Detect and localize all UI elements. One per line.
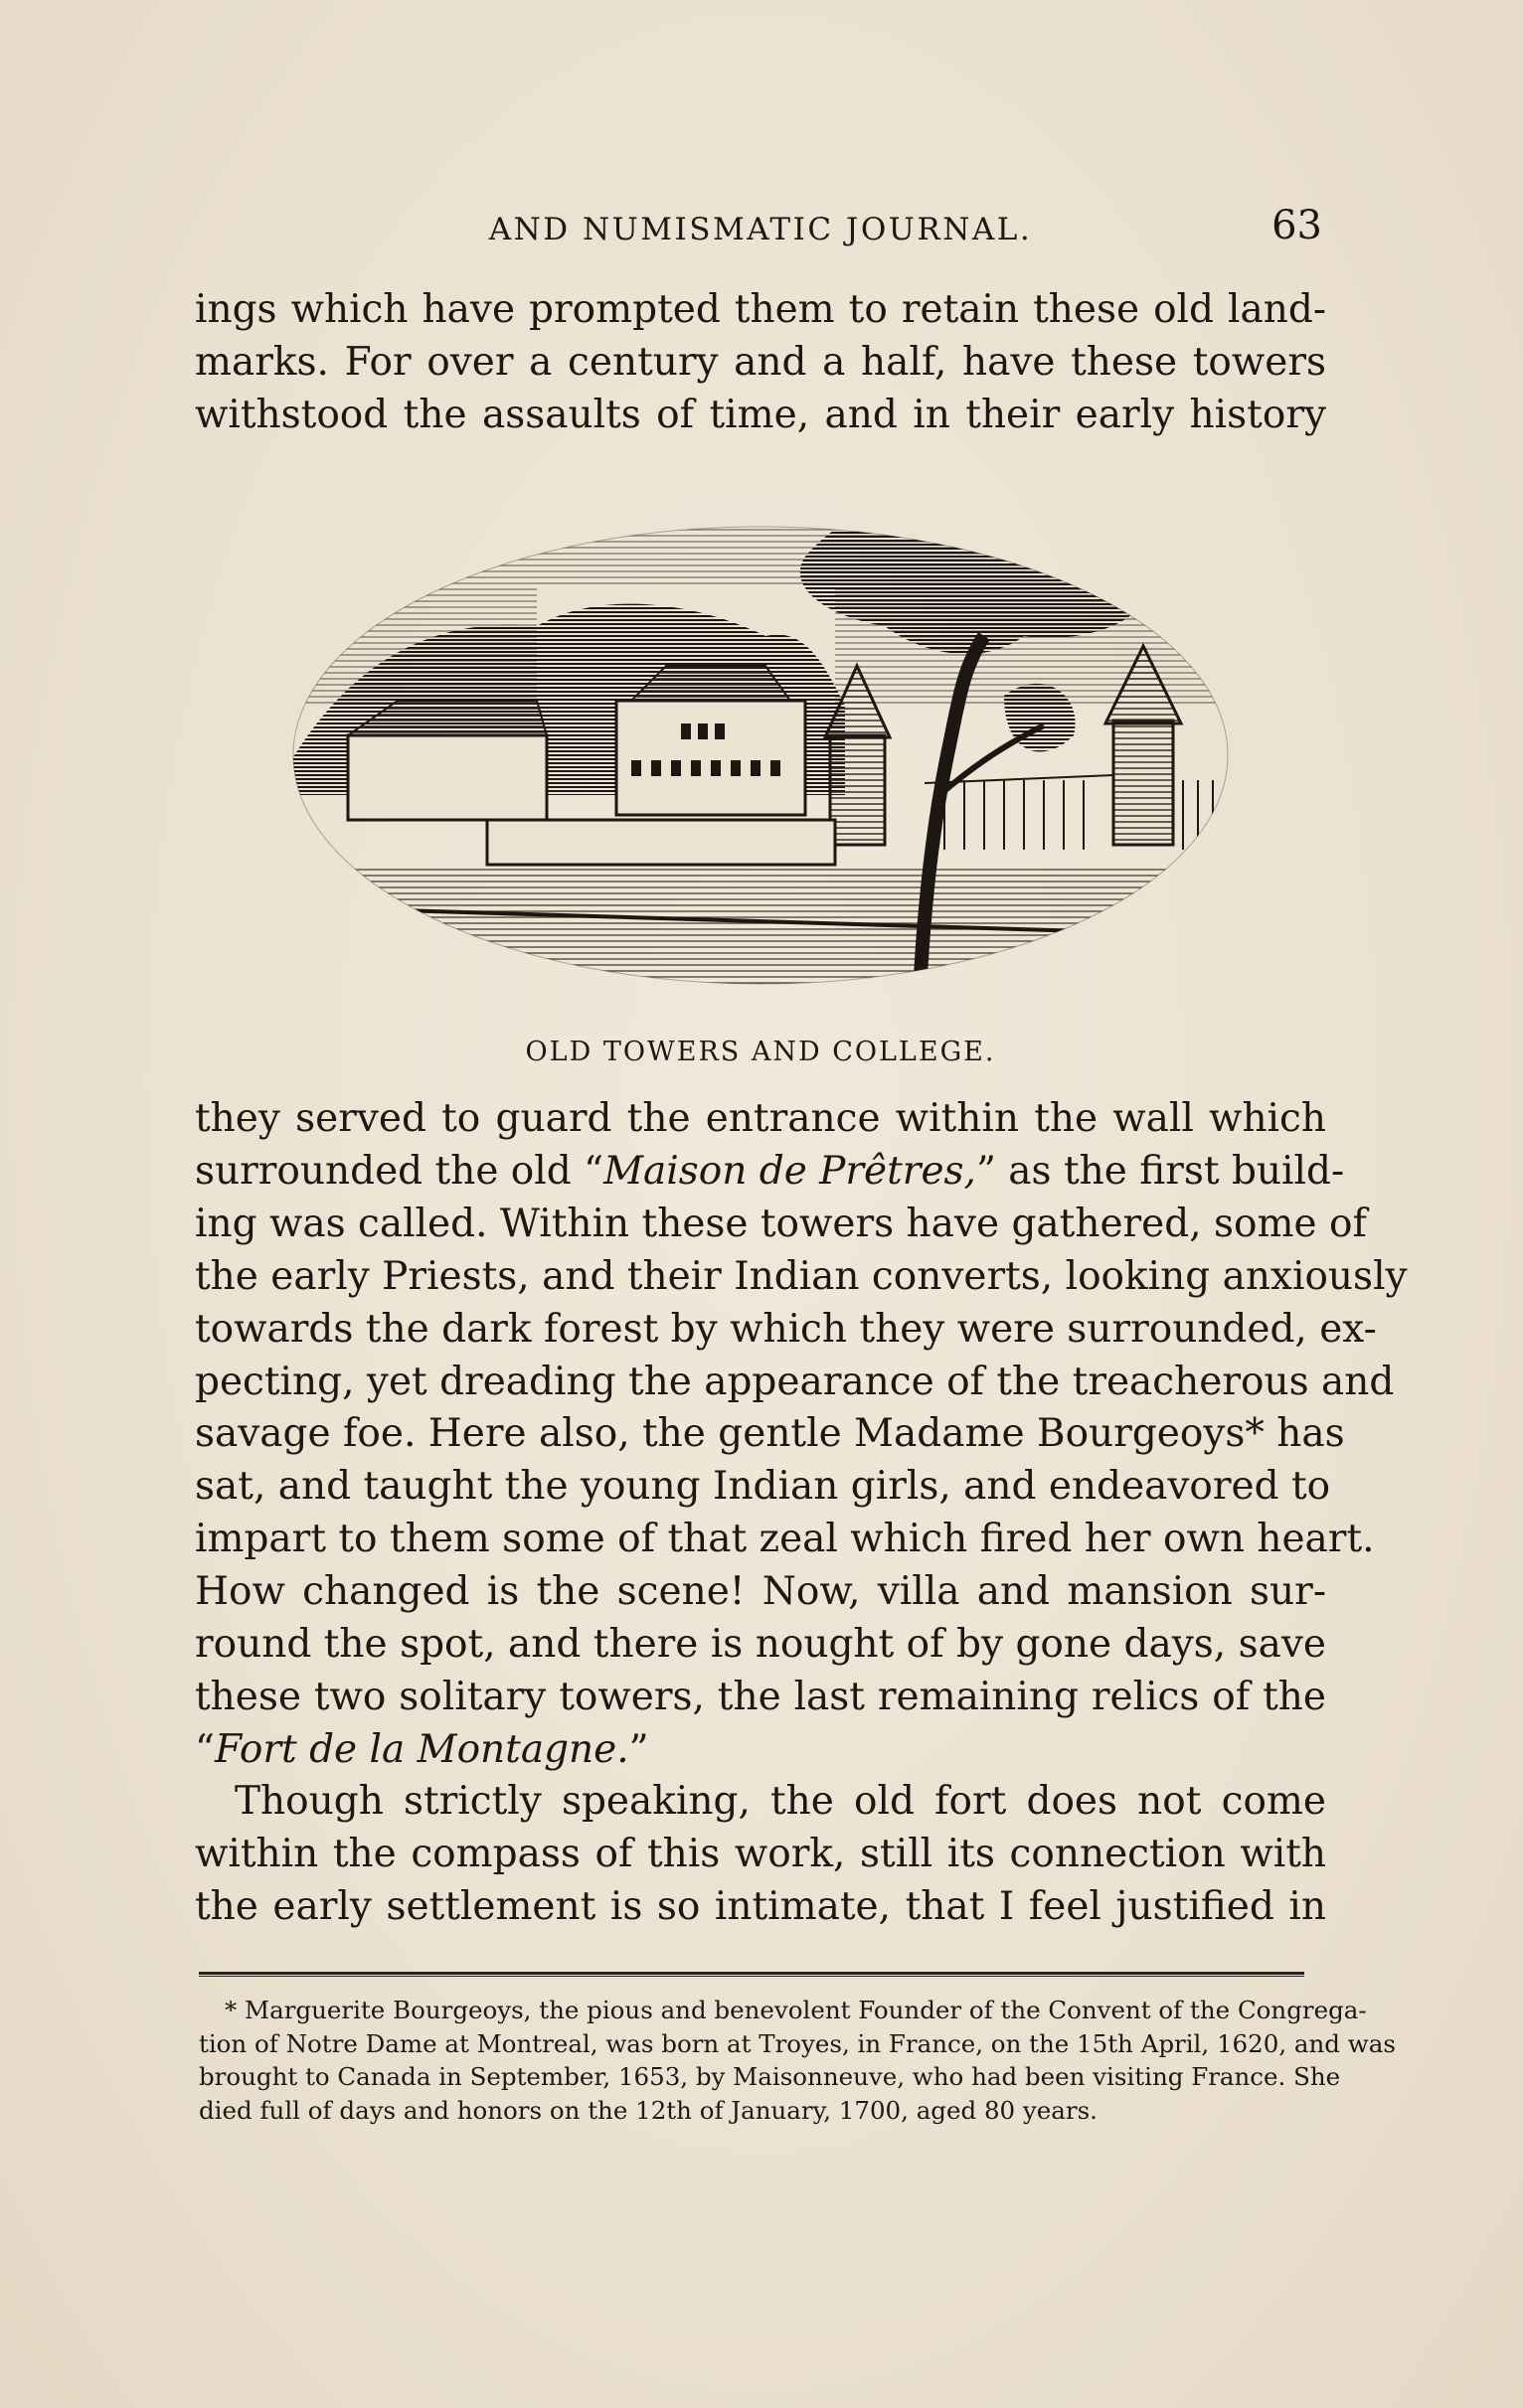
- text-line: marks. For over a century and a half, have these towers: [195, 339, 1326, 385]
- text-line: the early settlement is so intimate, that I feel justified in: [195, 1883, 1326, 1929]
- footnote-divider: [199, 1972, 1304, 1977]
- text-line: [195, 1724, 1326, 1777]
- footnote-line: * Marguerite Bourgeoys, the pious and benevolent Founder of the Convent of the Congrega-: [225, 1996, 1367, 2024]
- italic-title-maison-de-pretres: Maison de Prêtres,: [603, 1148, 976, 1194]
- footnote-line: tion of Notre Dame at Montreal, was born at Troyes, in France, on the 15th April, 1620, and was: [199, 2028, 1396, 2058]
- engraving-old-towers-and-college-icon: [288, 467, 1233, 1019]
- footnote-line: died full of days and honors on the 12th of January, 1700, aged 80 years.: [199, 2096, 1098, 2126]
- page-header: [195, 204, 1326, 253]
- paragraph-3: [195, 1776, 1326, 1934]
- text-line: sat, and taught the young Indian girls, and endeavored to: [195, 1464, 1331, 1510]
- text-fragment: “: [195, 1726, 215, 1772]
- text-line: round the spot, and there is nought of by gone days, save: [195, 1622, 1326, 1668]
- text-line: withstood the assaults of time, and in their early history: [195, 392, 1326, 437]
- page-number: 63: [1271, 203, 1322, 248]
- illustration-caption: OLD TOWERS AND COLLEGE.: [525, 1037, 996, 1067]
- text-line: Though strictly speaking, the old fort does not come: [235, 1779, 1326, 1824]
- text-fragment: ”: [628, 1726, 649, 1772]
- footnote: [199, 1994, 1396, 2128]
- text-line: these two solitary towers, the last remaining relics of the: [195, 1674, 1326, 1719]
- text-line: ings which have prompted them to retain these old land-: [195, 287, 1326, 332]
- text-line: savage foe. Here also, the gentle Madame Bourgeoys* has: [195, 1411, 1345, 1457]
- text-line: impart to them some of that zeal which fired her own heart.: [195, 1517, 1375, 1562]
- running-head: AND NUMISMATIC JOURNAL.: [488, 212, 1033, 247]
- text-line: within the compass of this work, still its connection with: [195, 1831, 1326, 1876]
- text-line: pecting, yet dreading the appearance of the treacherous and: [195, 1359, 1395, 1404]
- paragraph-1: [195, 284, 1326, 442]
- text-line: ing was called. Within these towers have gathered, some of: [195, 1201, 1367, 1246]
- text-line: How changed is the scene! Now, villa and mansion sur-: [195, 1569, 1326, 1615]
- text-line: [195, 1146, 1345, 1199]
- text-line: they served to guard the entrance within the wall which: [195, 1096, 1326, 1141]
- text-line: the early Priests, and their Indian converts, looking anxiously: [195, 1253, 1408, 1299]
- text-line: towards the dark forest by which they were surrounded, ex-: [195, 1306, 1377, 1352]
- footnote-line: brought to Canada in September, 1653, by Maisonneuve, who had been visiting France. She: [199, 2062, 1341, 2092]
- text-fragment: surrounded the old “: [195, 1148, 604, 1194]
- italic-title-fort-de-la-montagne: Fort de la Montagne.: [214, 1726, 629, 1772]
- paragraph-2: [195, 1093, 1408, 1777]
- text-fragment: ” as the first build-: [975, 1148, 1345, 1194]
